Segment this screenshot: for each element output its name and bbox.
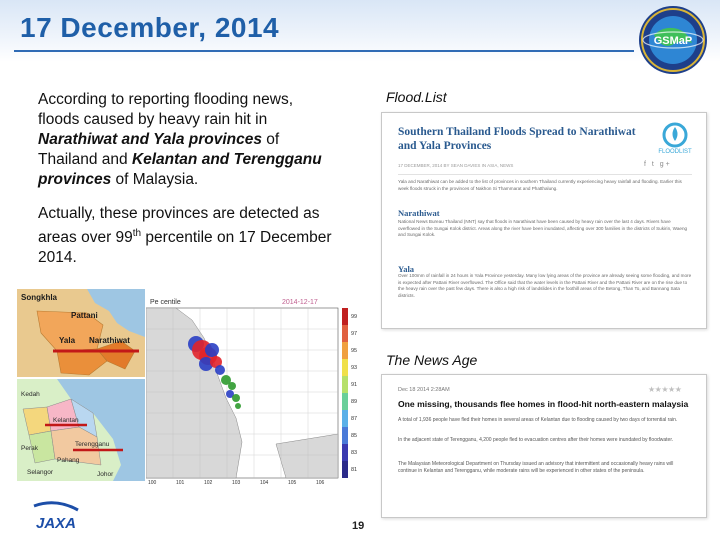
- map-label-narathiwat: Narathiwat: [89, 336, 130, 345]
- colorbar-tick-label: 85: [351, 433, 358, 439]
- newsage-body-1: A total of 1,936 people have fled their homes in several areas of Kelantan due to flooding caused by two days of torrential rain.: [398, 417, 678, 423]
- colorbar-segment: [342, 410, 348, 427]
- colorbar-tick-label: 87: [351, 416, 358, 422]
- x-tick-label: 105: [288, 480, 297, 484]
- floodlist-article-screenshot: [381, 112, 707, 329]
- map-label-terengganu: Terengganu: [75, 441, 110, 448]
- narathiwat-subheading: Narathiwat: [398, 208, 440, 218]
- map-label-songkhla: Songkhla: [21, 293, 58, 302]
- floodlist-logo: [658, 121, 692, 161]
- malaysia-provinces-text: Kelantan and Terengganu provinces: [38, 151, 322, 188]
- paragraph-text: percentile on 17 December 2014.: [38, 229, 332, 267]
- x-tick-label: 104: [260, 480, 269, 484]
- heatmap-date: 2014-12-17: [282, 299, 318, 306]
- colorbar-tick-label: 93: [351, 365, 358, 371]
- colorbar-tick-label: 81: [351, 467, 358, 473]
- floodlist-meta: 17 DECEMBER, 2014 BY SEAN DAVIES IN ASIA, NEWS: [398, 163, 514, 168]
- header-divider: [14, 50, 634, 52]
- paragraph-text: of Malaysia.: [111, 171, 199, 188]
- thailand-provinces-map: [17, 289, 145, 377]
- colorbar-segment: [342, 393, 348, 410]
- x-tick-label: 101: [176, 480, 185, 484]
- colorbar-segment: [342, 376, 348, 393]
- newsage-headline: One missing, thousands flee homes in flood-hit north-eastern malaysia: [398, 399, 689, 409]
- description-paragraph: [38, 90, 338, 190]
- floodlist-headline: Southern Thailand Floods Spread to Narathiwat and Yala Provinces: [398, 126, 636, 152]
- anomaly-cell: [205, 343, 219, 357]
- yala-body: Over 100mm of rainfall in 24 hours in Yala Province yesterday. Many low lying areas of the province are already seeing some flooding, and more is expected after Pattani River overflowed. The Office said that the water levels in the Pattani River and the Pattani River are on the rise due to the heavy rain over the past few days. There is also a high risk of landslides in the foothill areas of the Betong, Than To, and Bannang Sata districts.: [398, 273, 692, 298]
- superscript-th: th: [132, 228, 142, 239]
- paragraph-text: Actually, these provinces are detected as areas over 99: [38, 205, 320, 247]
- map-label-johor: Johor: [97, 471, 114, 478]
- map-label-selangor: Selangor: [27, 469, 54, 476]
- x-tick-label: 103: [232, 480, 241, 484]
- anomaly-cell: [228, 382, 236, 390]
- colorbar-segment: [342, 342, 348, 359]
- map-label-kedah: Kedah: [21, 391, 40, 398]
- x-tick-label: 106: [316, 480, 325, 484]
- divider: [398, 174, 692, 175]
- water-drop-icon: [658, 121, 692, 149]
- colorbar-segment: [342, 444, 348, 461]
- page-number: 19: [352, 520, 365, 532]
- colorbar-segment: [342, 308, 348, 325]
- newsage-caption: The News Age: [386, 352, 478, 368]
- percentile-heatmap: [146, 294, 364, 484]
- colorbar-tick-label: 91: [351, 382, 358, 388]
- newsage-article-screenshot: [381, 374, 707, 518]
- newsage-body-2: In the adjacent state of Terengganu, 4,200 people fled to evacuation centres after their homes were inundated by floodwater.: [398, 437, 674, 443]
- anomaly-cell: [215, 365, 225, 375]
- jaxa-logo: [30, 500, 82, 534]
- colorbar-segment: [342, 461, 348, 478]
- anomaly-cell: [235, 403, 241, 409]
- map-label-yala: Yala: [59, 336, 76, 345]
- thailand-map-shape: [17, 289, 145, 377]
- detection-paragraph: [38, 204, 338, 268]
- gsmap-logo-text: GSMaP: [653, 35, 693, 47]
- heatmap-label: Pe centile: [150, 299, 181, 306]
- newsage-body-3: The Malaysian Meteorological Department on Thursday issued an advisory that intermittent and occasionally heavy rains will continue in Kelantan and Terengganu, while moderate rains will be experienced in other states of the peninsula.: [398, 461, 674, 474]
- floodlist-brand: FLOODLIST: [658, 149, 692, 155]
- colorbar-segment: [342, 325, 348, 342]
- newsage-date: Dec 18 2014 2:28AM: [398, 387, 450, 393]
- paragraph-text: According to reporting flooding news, floods caused by heavy rain hit in: [38, 91, 294, 128]
- slide-title: 17 December, 2014: [20, 12, 280, 43]
- narathiwat-body: National News Bureau Thailand (NNT) say that floods in Narathiwat have been caused by heavy rain over the last 4 days. Rivers have overflowed in the Sungai Kolok district. Areas along the river have been inundated, affecting over 300 families in the districts of Sukirin, Waeng and Sungai Kolok.: [398, 219, 688, 238]
- rating-stars: ★★★★★: [648, 385, 682, 394]
- x-tick-label: 100: [148, 480, 157, 484]
- map-label-pahang: Pahang: [57, 457, 80, 464]
- colorbar-segment: [342, 359, 348, 376]
- yala-subheading: Yala: [398, 264, 415, 274]
- jaxa-logo-text: JAXA: [35, 515, 77, 532]
- colorbar-tick-label: 83: [351, 450, 358, 456]
- paragraph-text: of Thailand and: [38, 131, 280, 168]
- x-tick-label: 102: [204, 480, 213, 484]
- colorbar-tick-label: 97: [351, 331, 358, 337]
- anomaly-cell: [232, 394, 240, 402]
- gsmap-logo: [636, 3, 710, 77]
- share-icons[interactable]: f t g+: [644, 161, 672, 168]
- map-label-perak: Perak: [21, 445, 38, 452]
- floodlist-intro: Yala and Narathiwat can be added to the list of provinces in southern Thailand currently experiencing heavy rainfall and flooding. Earlier this week floods struck in the provinces of Nakhon Si Thammarat and Phatthalung.: [398, 179, 682, 191]
- thai-provinces-text: Narathiwat and Yala provinces: [38, 131, 262, 148]
- colorbar-tick-label: 89: [351, 399, 358, 405]
- map-label-kelantan: Kelantan: [53, 417, 79, 424]
- colorbar-tick-label: 99: [351, 314, 358, 320]
- floodlist-caption: Flood.List: [386, 89, 447, 105]
- colorbar-tick-label: 95: [351, 348, 358, 354]
- map-label-pattani: Pattani: [71, 311, 98, 320]
- malaysia-provinces-map: [17, 379, 145, 481]
- colorbar-segment: [342, 427, 348, 444]
